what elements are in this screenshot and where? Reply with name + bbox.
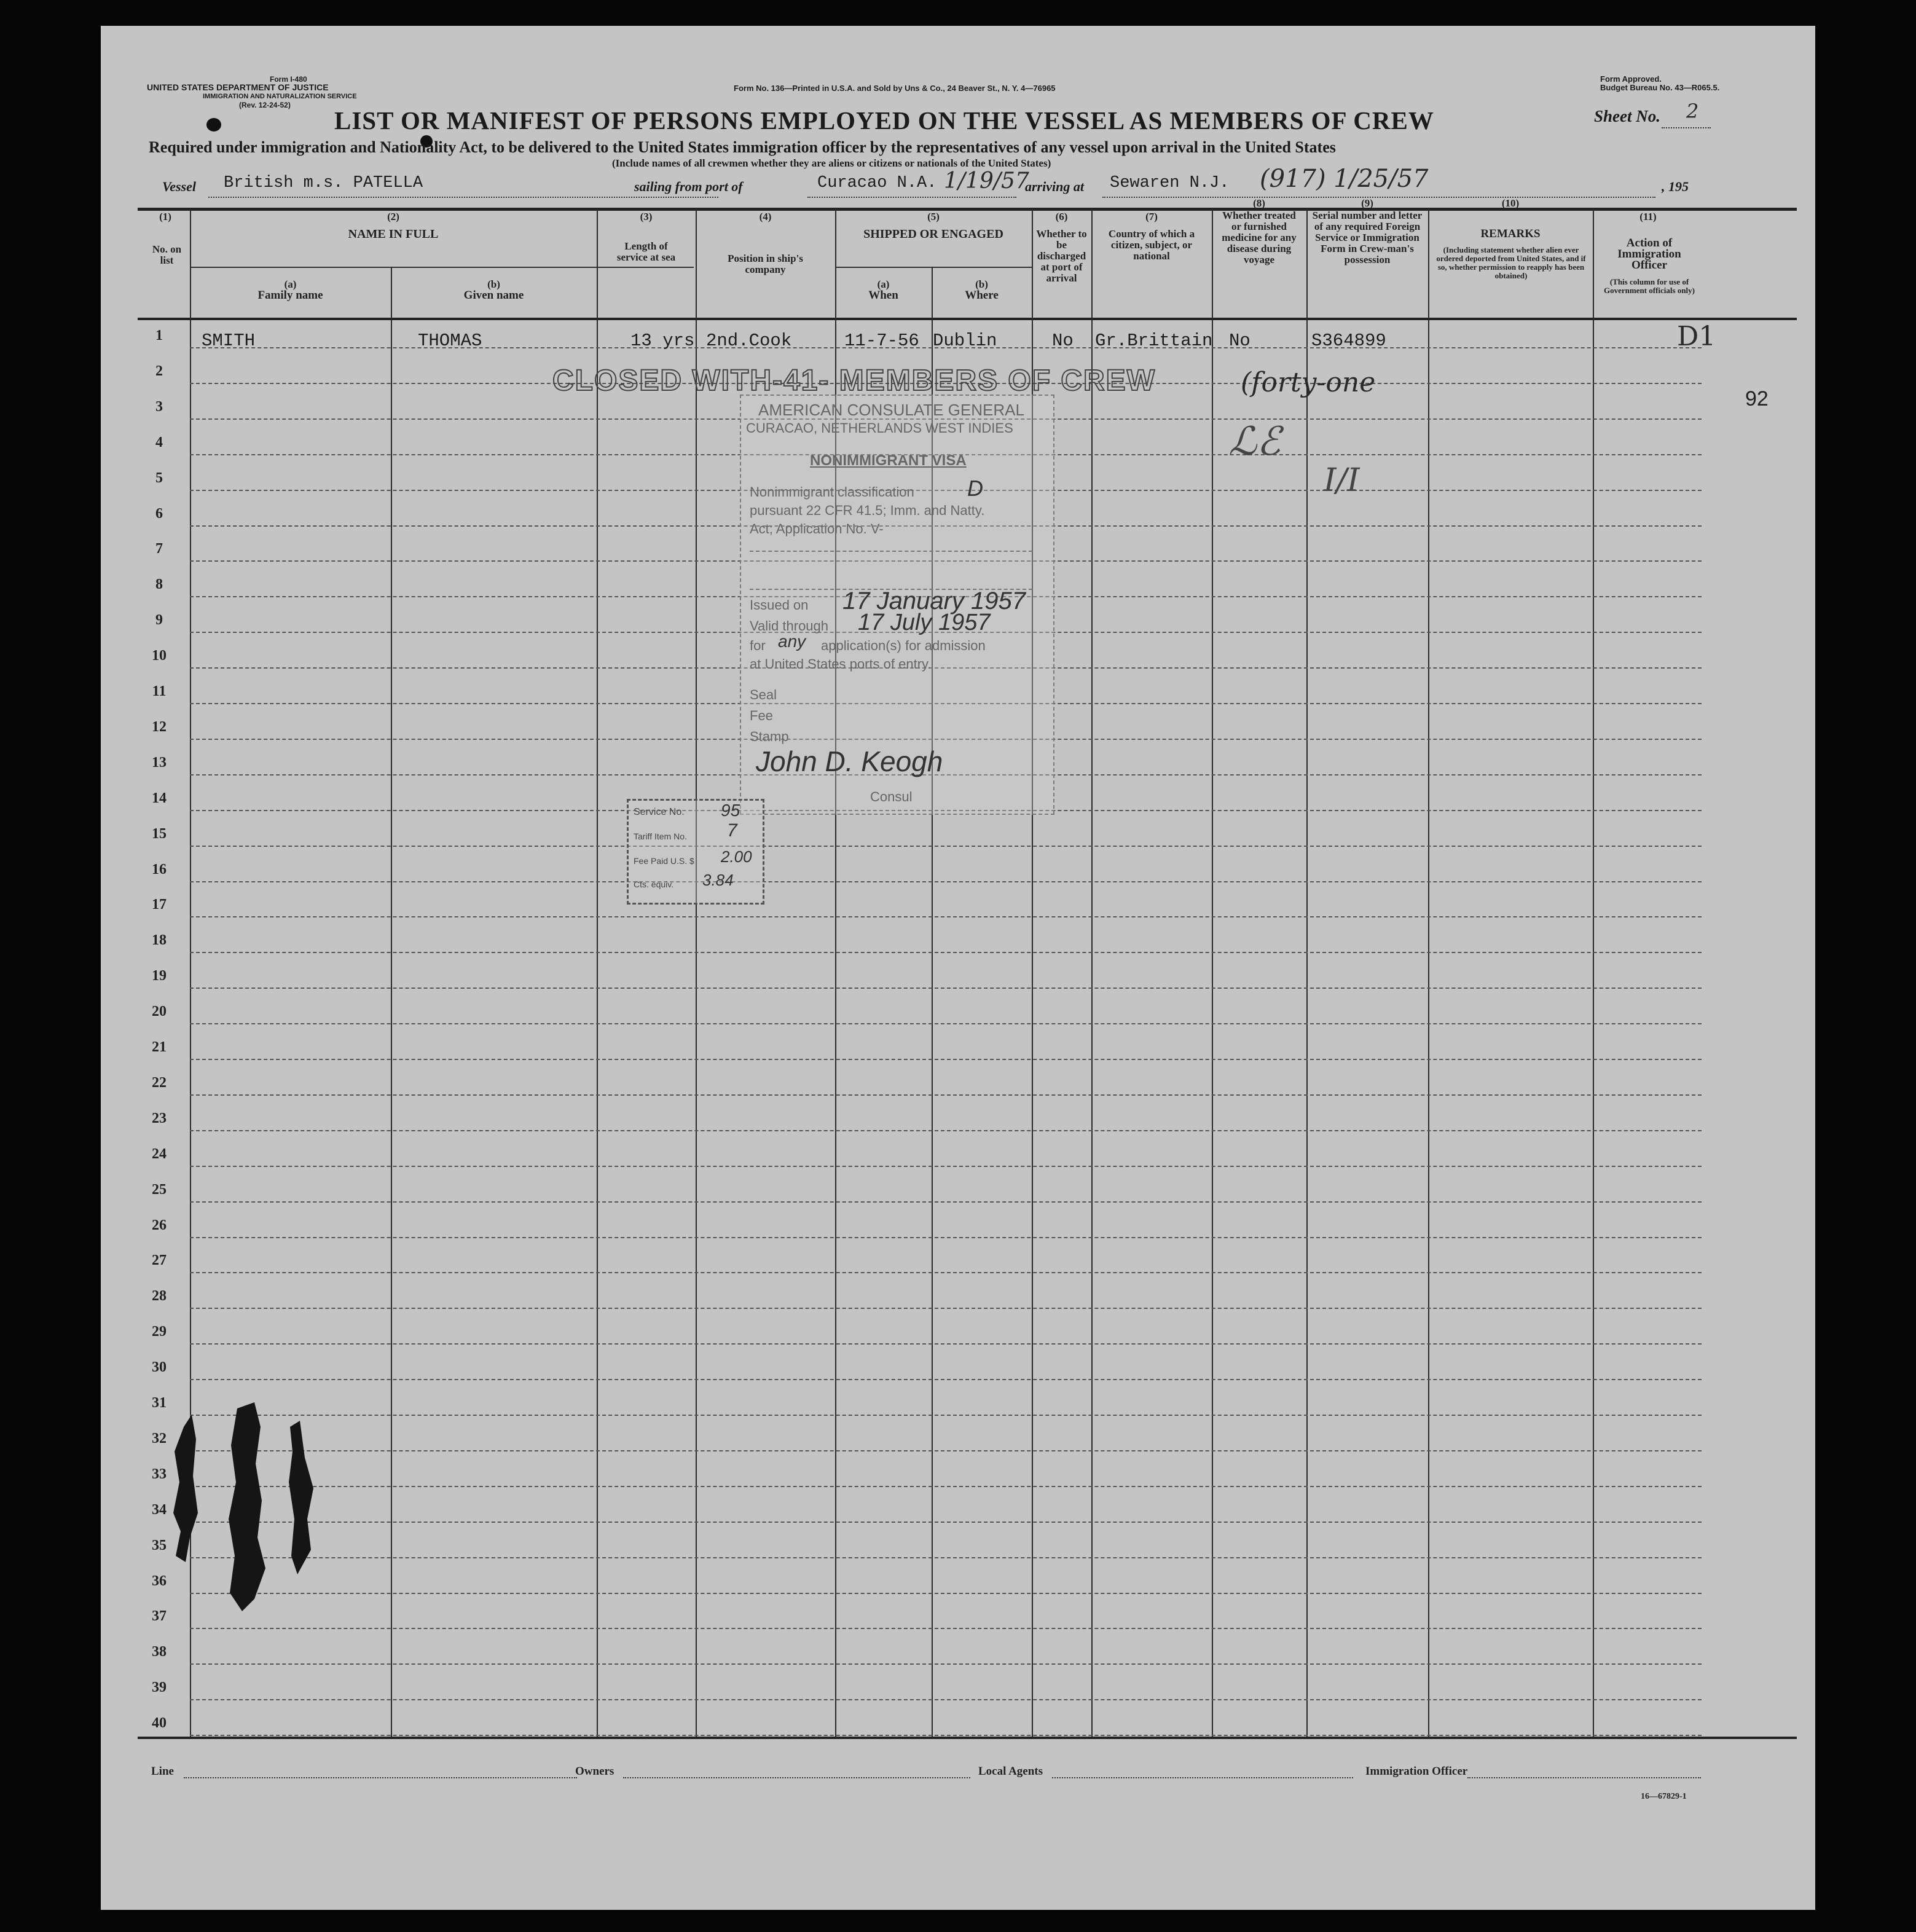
row-line — [190, 1663, 1702, 1665]
row1-service: 13 yrs — [630, 331, 695, 351]
row-number: 33 — [152, 1466, 167, 1482]
form-number: Form I-480 — [270, 75, 307, 84]
row-line — [190, 1557, 1702, 1558]
consulate-visa-stamp — [740, 395, 1054, 815]
row-number: 36 — [152, 1573, 167, 1589]
manifest-sheet — [101, 26, 1815, 1910]
col11-note: (This column for use of Government officials only) — [1603, 277, 1695, 295]
ink-blots — [168, 1390, 316, 1624]
row1-medicine: No — [1229, 331, 1251, 351]
row-number: 34 — [152, 1501, 167, 1518]
column-line — [1428, 209, 1429, 1737]
footer-line-field — [184, 1777, 577, 1778]
row-line — [190, 1272, 1702, 1273]
row-line — [190, 846, 1702, 847]
row-number: 40 — [152, 1715, 167, 1732]
stamp-stamp: Stamp — [750, 729, 789, 744]
col10-label: REMARKS — [1480, 227, 1541, 240]
row-line — [190, 952, 1702, 953]
sheet-line — [1662, 127, 1711, 128]
fee-cts-hw: 3.84 — [702, 871, 734, 889]
row-number: 37 — [152, 1608, 167, 1625]
forty-one-handwritten: (forty-one — [1241, 367, 1376, 398]
col10-number: (10) — [1501, 197, 1520, 209]
row-number: 22 — [152, 1074, 167, 1091]
col5-number: (5) — [927, 211, 940, 222]
footer-agents-label: Local Agents — [978, 1765, 1043, 1778]
stamp-issued-hw: 17 January 1957 — [842, 587, 1026, 615]
stamp-valid-label: Valid through — [750, 618, 829, 634]
footer-owners-label: Owners — [575, 1765, 614, 1778]
row-number: 14 — [152, 790, 167, 806]
row-number: 1 — [155, 328, 163, 344]
row1-action: D1 — [1677, 321, 1716, 352]
stamp-for-rest: application(s) for admission — [821, 638, 986, 653]
row-line — [190, 1308, 1702, 1309]
row-line — [190, 1699, 1702, 1700]
arriving-label: arriving at — [1025, 179, 1084, 194]
col3-number: (3) — [640, 211, 653, 222]
col9-number: (9) — [1361, 197, 1373, 209]
name-divider — [190, 267, 694, 268]
col2b-sub: (b) — [487, 278, 500, 290]
row1-when: 11-7-56 — [844, 331, 919, 351]
page-title: LIST OR MANIFEST OF PERSONS EMPLOYED ON THE VESSEL AS MEMBERS OF CREW — [334, 106, 1434, 135]
column-line — [597, 209, 598, 1737]
col2-number: (2) — [387, 211, 399, 222]
col5-label: SHIPPED OR ENGAGED — [863, 227, 1003, 241]
row-number: 3 — [155, 398, 163, 415]
row-number: 11 — [152, 683, 167, 699]
stamp-line6: Act; Application No. V- — [750, 521, 884, 536]
row-line — [190, 1237, 1702, 1238]
row1-country: Gr.Brittain — [1095, 331, 1213, 351]
row-number: 30 — [152, 1359, 167, 1376]
col1-label: No. on list — [152, 243, 182, 266]
row-line — [190, 1379, 1702, 1380]
stamp-for-label: for — [750, 638, 766, 653]
fee-cts-label: Cts. equiv. — [634, 879, 674, 889]
col11-label: Action of Immigration Officer — [1617, 237, 1681, 272]
stamp-fee: Fee — [750, 708, 773, 723]
fee-service-label: Service No. — [634, 807, 685, 817]
col8-number: (8) — [1253, 197, 1265, 209]
col5b-sub: (b) — [975, 278, 988, 290]
row-number: 5 — [155, 469, 163, 486]
sailing-label: sailing from port of — [634, 179, 743, 194]
row-number: 31 — [152, 1395, 167, 1411]
row-number: 39 — [152, 1679, 167, 1696]
row-number: 7 — [155, 541, 163, 557]
row-number: 35 — [152, 1537, 167, 1553]
row-number: 4 — [155, 434, 163, 450]
header-bottom-rule — [138, 318, 1797, 320]
fee-stamp — [627, 799, 764, 905]
fee-tariff-hw: 7 — [727, 820, 737, 841]
sailing-date-handwritten: 1/19/57 — [944, 168, 1029, 194]
row-number: 38 — [152, 1644, 167, 1660]
row1-serial: S364899 — [1311, 331, 1386, 351]
row-line — [190, 881, 1702, 882]
row-line — [190, 1450, 1702, 1451]
stamp-classification-hw: D — [967, 476, 983, 501]
stamp-valid-hw: 17 July 1957 — [858, 610, 991, 635]
stamp-line1: AMERICAN CONSULATE GENERAL — [758, 401, 1024, 419]
row1-discharged: No — [1052, 331, 1074, 351]
row-line — [190, 1522, 1702, 1523]
stamp-line5: pursuant 22 CFR 41.5; Imm. and Natty. — [750, 503, 985, 518]
row-number: 18 — [152, 932, 167, 949]
row-line — [190, 1130, 1702, 1131]
printer-line: Form No. 136—Printed in U.S.A. and Sold by Uns & Co., 24 Beaver St., N. Y. 4—76965 — [734, 84, 1056, 93]
stamp-line3: NONIMMIGRANT VISA — [810, 452, 967, 469]
col9-label: Serial number and letter of any required Foreign Service or Immigration Form in Crew-man's possession — [1312, 210, 1423, 265]
row-line — [190, 1023, 1702, 1024]
col10-note: (Including statement whether alien ever ordered deported from United States, and if so, whether permission to reapply has been obtained) — [1436, 245, 1586, 280]
shipped-divider — [835, 267, 1032, 268]
col2a-label: Family name — [257, 289, 323, 302]
row-line — [190, 1343, 1702, 1345]
col2a-sub: (a) — [284, 278, 297, 290]
row1-where: Dublin — [933, 331, 997, 351]
department-name: UNITED STATES DEPARTMENT OF JUSTICE — [147, 82, 329, 92]
row-line — [190, 1415, 1702, 1416]
closed-stamp: CLOSED WITH-41- MEMBERS OF CREW — [552, 364, 1156, 397]
row-number: 21 — [152, 1039, 167, 1055]
row-number: 23 — [152, 1110, 167, 1126]
table-bottom-rule — [138, 1737, 1797, 1739]
footer-line-label: Line — [151, 1765, 174, 1778]
row-number: 10 — [152, 648, 167, 664]
col6-label: Whether to be discharged at port of arrival — [1036, 228, 1087, 284]
footer-form-code: 16—67829-1 — [1641, 1792, 1687, 1801]
footer-owners-field — [623, 1777, 970, 1778]
stamp-line4: Nonimmigrant classification — [750, 484, 914, 500]
col5a-label: When — [868, 289, 898, 302]
row-number: 17 — [152, 897, 167, 913]
row-line — [190, 988, 1702, 989]
row-number: 12 — [152, 718, 167, 735]
margin-number: 92 — [1745, 387, 1769, 410]
initials-handwritten: ℒℰ — [1228, 419, 1281, 465]
footer-agents-field — [1052, 1777, 1353, 1778]
col4-label: Position in ship's company — [728, 253, 803, 275]
fee-paid-hw: 2.00 — [721, 847, 752, 866]
row-number: 20 — [152, 1003, 167, 1020]
row-number: 15 — [152, 825, 167, 842]
page-subnote: (Include names of all crewmen whether they are aliens or citizens or nationals of the United States) — [612, 157, 1051, 169]
col2b-label: Given name — [463, 289, 524, 302]
row-number: 26 — [152, 1217, 167, 1233]
year-label: , 195 — [1662, 179, 1689, 194]
row-line — [190, 1735, 1702, 1736]
sailing-line — [807, 197, 1016, 198]
row1-position: 2nd.Cook — [706, 331, 792, 351]
col4-number: (4) — [759, 211, 772, 222]
column-line — [696, 209, 697, 1737]
footer-officer-label: Immigration Officer — [1365, 1765, 1468, 1778]
col6-number: (6) — [1055, 211, 1068, 222]
col5b-label: Where — [965, 289, 999, 302]
col3-label: Length of service at sea — [616, 240, 676, 263]
arriving-port: Sewaren N.J. — [1110, 174, 1230, 192]
row-number: 8 — [155, 576, 163, 593]
stamp-ports: at United States ports of entry. — [750, 656, 932, 672]
row-line — [190, 1201, 1702, 1203]
row-number: 2 — [155, 363, 163, 379]
col5a-sub: (a) — [877, 278, 890, 290]
row-number: 6 — [155, 505, 163, 522]
row1-given-name: THOMAS — [418, 331, 482, 351]
stamp-line2: CURACAO, NETHERLANDS WEST INDIES — [746, 420, 1013, 436]
col7-number: (7) — [1145, 211, 1158, 222]
revision-date: (Rev. 12-24-52) — [239, 101, 291, 109]
service-name: IMMIGRATION AND NATURALIZATION SERVICE — [203, 93, 357, 100]
row-number: 28 — [152, 1288, 167, 1305]
row-number: 13 — [152, 754, 167, 771]
column-line — [391, 267, 392, 1737]
row-line — [190, 1628, 1702, 1629]
column-line — [1306, 209, 1308, 1737]
stamp-consul: Consul — [870, 789, 913, 804]
stamp-for-hw: any — [778, 632, 806, 651]
column-line — [1091, 209, 1093, 1737]
col2-label: NAME IN FULL — [348, 227, 439, 241]
column-line — [1212, 209, 1213, 1737]
row-line — [190, 1166, 1702, 1167]
column-line — [1593, 209, 1594, 1737]
sailing-port: Curacao N.A. — [817, 174, 937, 192]
stamp-seal: Seal — [750, 687, 777, 702]
row1-family-name: SMITH — [202, 331, 256, 351]
col7-label: Country of which a citizen, subject, or national — [1108, 228, 1195, 262]
row-line — [190, 1094, 1702, 1096]
row-number: 19 — [152, 968, 167, 984]
row-line — [190, 1059, 1702, 1060]
row-number: 25 — [152, 1181, 167, 1198]
row-line — [190, 1593, 1702, 1594]
col11-number: (11) — [1639, 211, 1657, 222]
fee-tariff-label: Tariff Item No. — [634, 831, 687, 841]
col8-label: Whether treated or furnished medicine for any disease during voyage — [1222, 210, 1297, 265]
initials-handwritten-2: I/I — [1324, 462, 1360, 499]
vessel-value: British m.s. PATELLA — [224, 174, 423, 192]
arriving-date-handwritten: (917) 1/25/57 — [1260, 165, 1429, 193]
row-number: 29 — [152, 1324, 167, 1340]
row-number: 16 — [152, 861, 167, 878]
row-number: 32 — [152, 1430, 167, 1447]
budget-bureau: Budget Bureau No. 43—R065.5. — [1600, 83, 1720, 92]
row-number: 24 — [152, 1145, 167, 1162]
consul-signature: John D. Keogh — [756, 745, 943, 777]
fee-paid-label: Fee Paid U.S. $ — [634, 856, 694, 866]
footer-officer-field — [1467, 1777, 1701, 1778]
row-number: 27 — [152, 1252, 167, 1269]
row-line — [190, 916, 1702, 917]
sheet-number: 2 — [1686, 100, 1699, 123]
fee-service-hw: 95 — [721, 801, 740, 820]
page-subtitle: Required under immigration and Nationality Act, to be delivered to the United States immigration officer by the representatives of any vessel upon arrival in the United States — [149, 138, 1336, 156]
row-line — [190, 1486, 1702, 1487]
row-number: 9 — [155, 612, 163, 629]
col1-number: (1) — [159, 211, 171, 222]
stamp-issued-label: Issued on — [750, 597, 809, 613]
punch-hole — [206, 118, 221, 132]
form-approved: Form Approved. — [1600, 74, 1662, 84]
stamp-blank-lines — [750, 551, 1032, 590]
vessel-line — [208, 197, 718, 198]
vessel-label: Vessel — [162, 179, 196, 194]
sheet-label: Sheet No. — [1594, 107, 1660, 125]
